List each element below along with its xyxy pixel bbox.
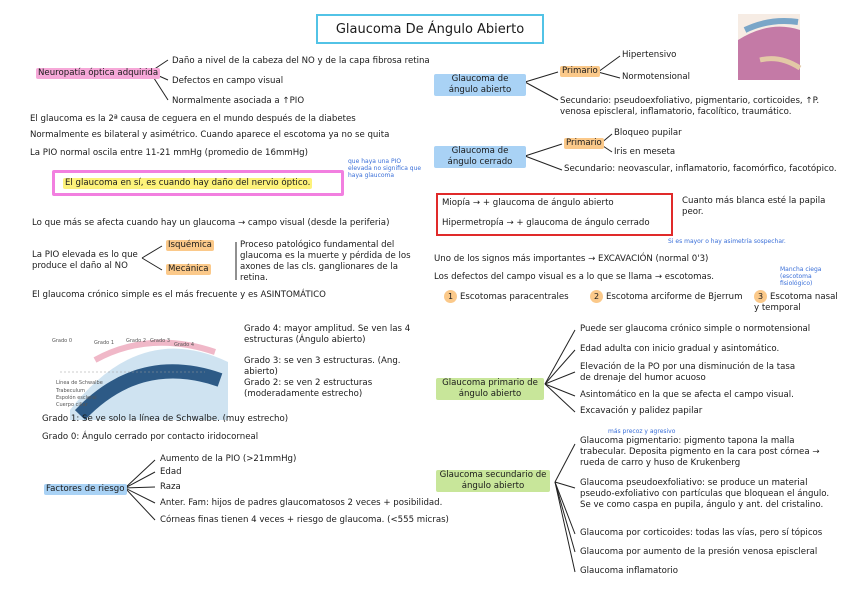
factor-item: Córneas finas tienen 4 veces + riesgo de glaucoma. (<555 micras)	[160, 515, 449, 525]
gsaa-item: Glaucoma pseudoexfoliativo: se produce un material pseudo-exfoliativo con partículas que bloquean el ángulo. Se ve como caspa en pupila, ángulo y ant. del cristalino.	[580, 478, 830, 510]
cronico-text: El glaucoma crónico simple es el más frecuente y es ASINTOMÁTICO	[32, 290, 326, 300]
paragraph: Normalmente es bilateral y asimétrico. Cuando aparece el escotoma ya no se quita	[30, 130, 390, 140]
factores-label: Factores de riesgo	[46, 484, 125, 494]
secundario2-text: Secundario: neovascular, inflamatorio, facomórfico, facotópico.	[564, 164, 837, 174]
bloqueo-pupilar: Bloqueo pupilar	[614, 128, 682, 138]
pio-note: que haya una PIO elevada no significa que haya glaucoma	[348, 158, 422, 179]
miopia-text: Miopía → + glaucoma de ángulo abierto	[442, 198, 614, 208]
iris-meseta: Iris en meseta	[614, 147, 676, 157]
diagram-label: Grado 0	[52, 338, 72, 344]
normotensional: Normotensional	[622, 72, 691, 82]
diagram-label: Espolón escleral	[56, 395, 97, 401]
neuro-item: Normalmente asociada a ↑PIO	[172, 96, 305, 106]
isquemica-label: Isquémica	[168, 240, 212, 250]
factor-item: Edad	[160, 467, 182, 477]
papila-text: Cuanto más blanca esté la papila peor.	[682, 196, 826, 217]
key-definition-box	[52, 170, 344, 196]
diagram-label: Cuerpo ciliar	[56, 402, 88, 408]
grado-item: Grado 4: mayor amplitud. Se ven las 4 estructuras (Ángulo abierto)	[244, 324, 411, 345]
neuropatia-label: Neuropatía óptica adquirida	[38, 68, 159, 78]
gpaa-label: Glaucoma primario de ángulo abierto	[436, 378, 544, 400]
grado-item: Grado 0: Ángulo cerrado por contacto iridocorneal	[42, 432, 259, 442]
gpaa-item: Edad adulta con inicio gradual y asintomático.	[580, 344, 780, 354]
eye-thumbnail	[738, 14, 800, 80]
neuro-item: Defectos en campo visual	[172, 76, 284, 86]
diagram-label: Línea de Schwalbe	[56, 380, 103, 386]
gsaa-item: Glaucoma por corticoides: todas las vías, pero sí tópicos	[580, 528, 823, 538]
proceso-text: Proceso patológico fundamental del glaucoma es la muerte y pérdida de los axones de las cls. ganglionares de la retina.	[240, 240, 411, 283]
step-3-icon: 3	[754, 290, 767, 303]
grado-item: Grado 2: se ven 2 estructuras (moderadamente estrecho)	[244, 378, 373, 399]
page-title: Glaucoma De Ángulo Abierto	[316, 14, 544, 44]
gac-label: Glaucoma de ángulo cerrado	[434, 146, 526, 168]
escotoma-1: 1 Escotomas paracentrales	[444, 290, 569, 303]
diagram-label: Grado 1	[94, 340, 114, 346]
hipertensivo: Hipertensivo	[622, 50, 677, 60]
hipermetropia-text: Hipermetropía → + glaucoma de ángulo cerrado	[442, 218, 650, 228]
pigmentario-note: más precoz y agresivo	[608, 428, 676, 435]
secundario-text: Secundario: pseudoexfoliativo, pigmentario, corticoides, ↑P. venosa episcleral, inflamatorio, facolítico, traumático.	[560, 96, 820, 117]
gpaa-item: Puede ser glaucoma crónico simple o normotensional	[580, 324, 811, 334]
gpaa-item: Excavación y palidez papilar	[580, 406, 703, 416]
factor-item: Anter. Fam: hijos de padres glaucomatosos 2 veces + posibilidad.	[160, 498, 443, 508]
neuro-item: Daño a nivel de la cabeza del NO y de la capa fibrosa retina	[172, 56, 430, 66]
step-1-icon: 1	[444, 290, 457, 303]
gsaa-label: Glaucoma secundario de ángulo abierto	[436, 470, 550, 492]
gsaa-item: Glaucoma por aumento de la presión venosa episcleral	[580, 547, 818, 557]
diagram-label: Grado 4	[174, 342, 194, 348]
key-definition: El glaucoma en sí, es cuando hay daño del nervio óptico.	[65, 177, 311, 188]
grado-item: Grado 1: Se ve solo la línea de Schwalbe. (muy estrecho)	[42, 414, 289, 424]
gpaa-item: Asintomático en la que se afecta el campo visual.	[580, 390, 794, 400]
escotoma-3: 3 Escotoma nasal y temporal	[754, 292, 838, 313]
cup-note: Si es mayor o hay asimetría sospechar.	[668, 238, 786, 245]
defectos-text: Los defectos del campo visual es a lo que se llama → escotomas.	[434, 272, 715, 282]
grado-item: Grado 3: se ven 3 estructuras. (Ang. abierto)	[244, 356, 401, 377]
diagram-label: Grado 2	[126, 338, 146, 344]
gsaa-item: Glaucoma pigmentario: pigmento tapona la malla trabecular. Deposita pigmento en la cara post córnea → rueda de carro y huso de Krukenberg	[580, 436, 820, 468]
factor-item: Aumento de la PIO (>21mmHg)	[160, 454, 297, 464]
paragraph: El glaucoma es la 2ª causa de ceguera en el mundo después de la diabetes	[30, 114, 356, 124]
step-2-icon: 2	[590, 290, 603, 303]
primario-label: Primario	[562, 66, 598, 76]
escotoma-2: 2 Escotoma arciforme de Bjerrum	[590, 290, 742, 303]
diagram-label: Grado 3	[150, 338, 170, 344]
gaa-label: Glaucoma de ángulo abierto	[434, 74, 526, 96]
factor-item: Raza	[160, 482, 181, 492]
paragraph: Lo que más se afecta cuando hay un glaucoma → campo visual (desde la periferia)	[32, 218, 390, 228]
primario2-label: Primario	[566, 138, 602, 148]
gsaa-item: Glaucoma inflamatorio	[580, 566, 679, 576]
signos-text: Uno de los signos más importantes → EXCAVACIÓN (normal 0'3)	[434, 254, 709, 264]
escotoma-note: Mancha ciega (escotoma fisiológico)	[780, 266, 822, 287]
pio-elevada: La PIO elevada es lo que produce el daño al NO	[32, 250, 138, 271]
gpaa-item: Elevación de la PO por una disminución de la tasa de drenaje del humor acuoso	[580, 362, 796, 383]
diagram-label: Trabeculum	[56, 388, 86, 394]
mecanica-label: Mecánica	[168, 264, 209, 274]
paragraph: La PIO normal oscila entre 11-21 mmHg (promedio de 16mmHg)	[30, 148, 308, 158]
